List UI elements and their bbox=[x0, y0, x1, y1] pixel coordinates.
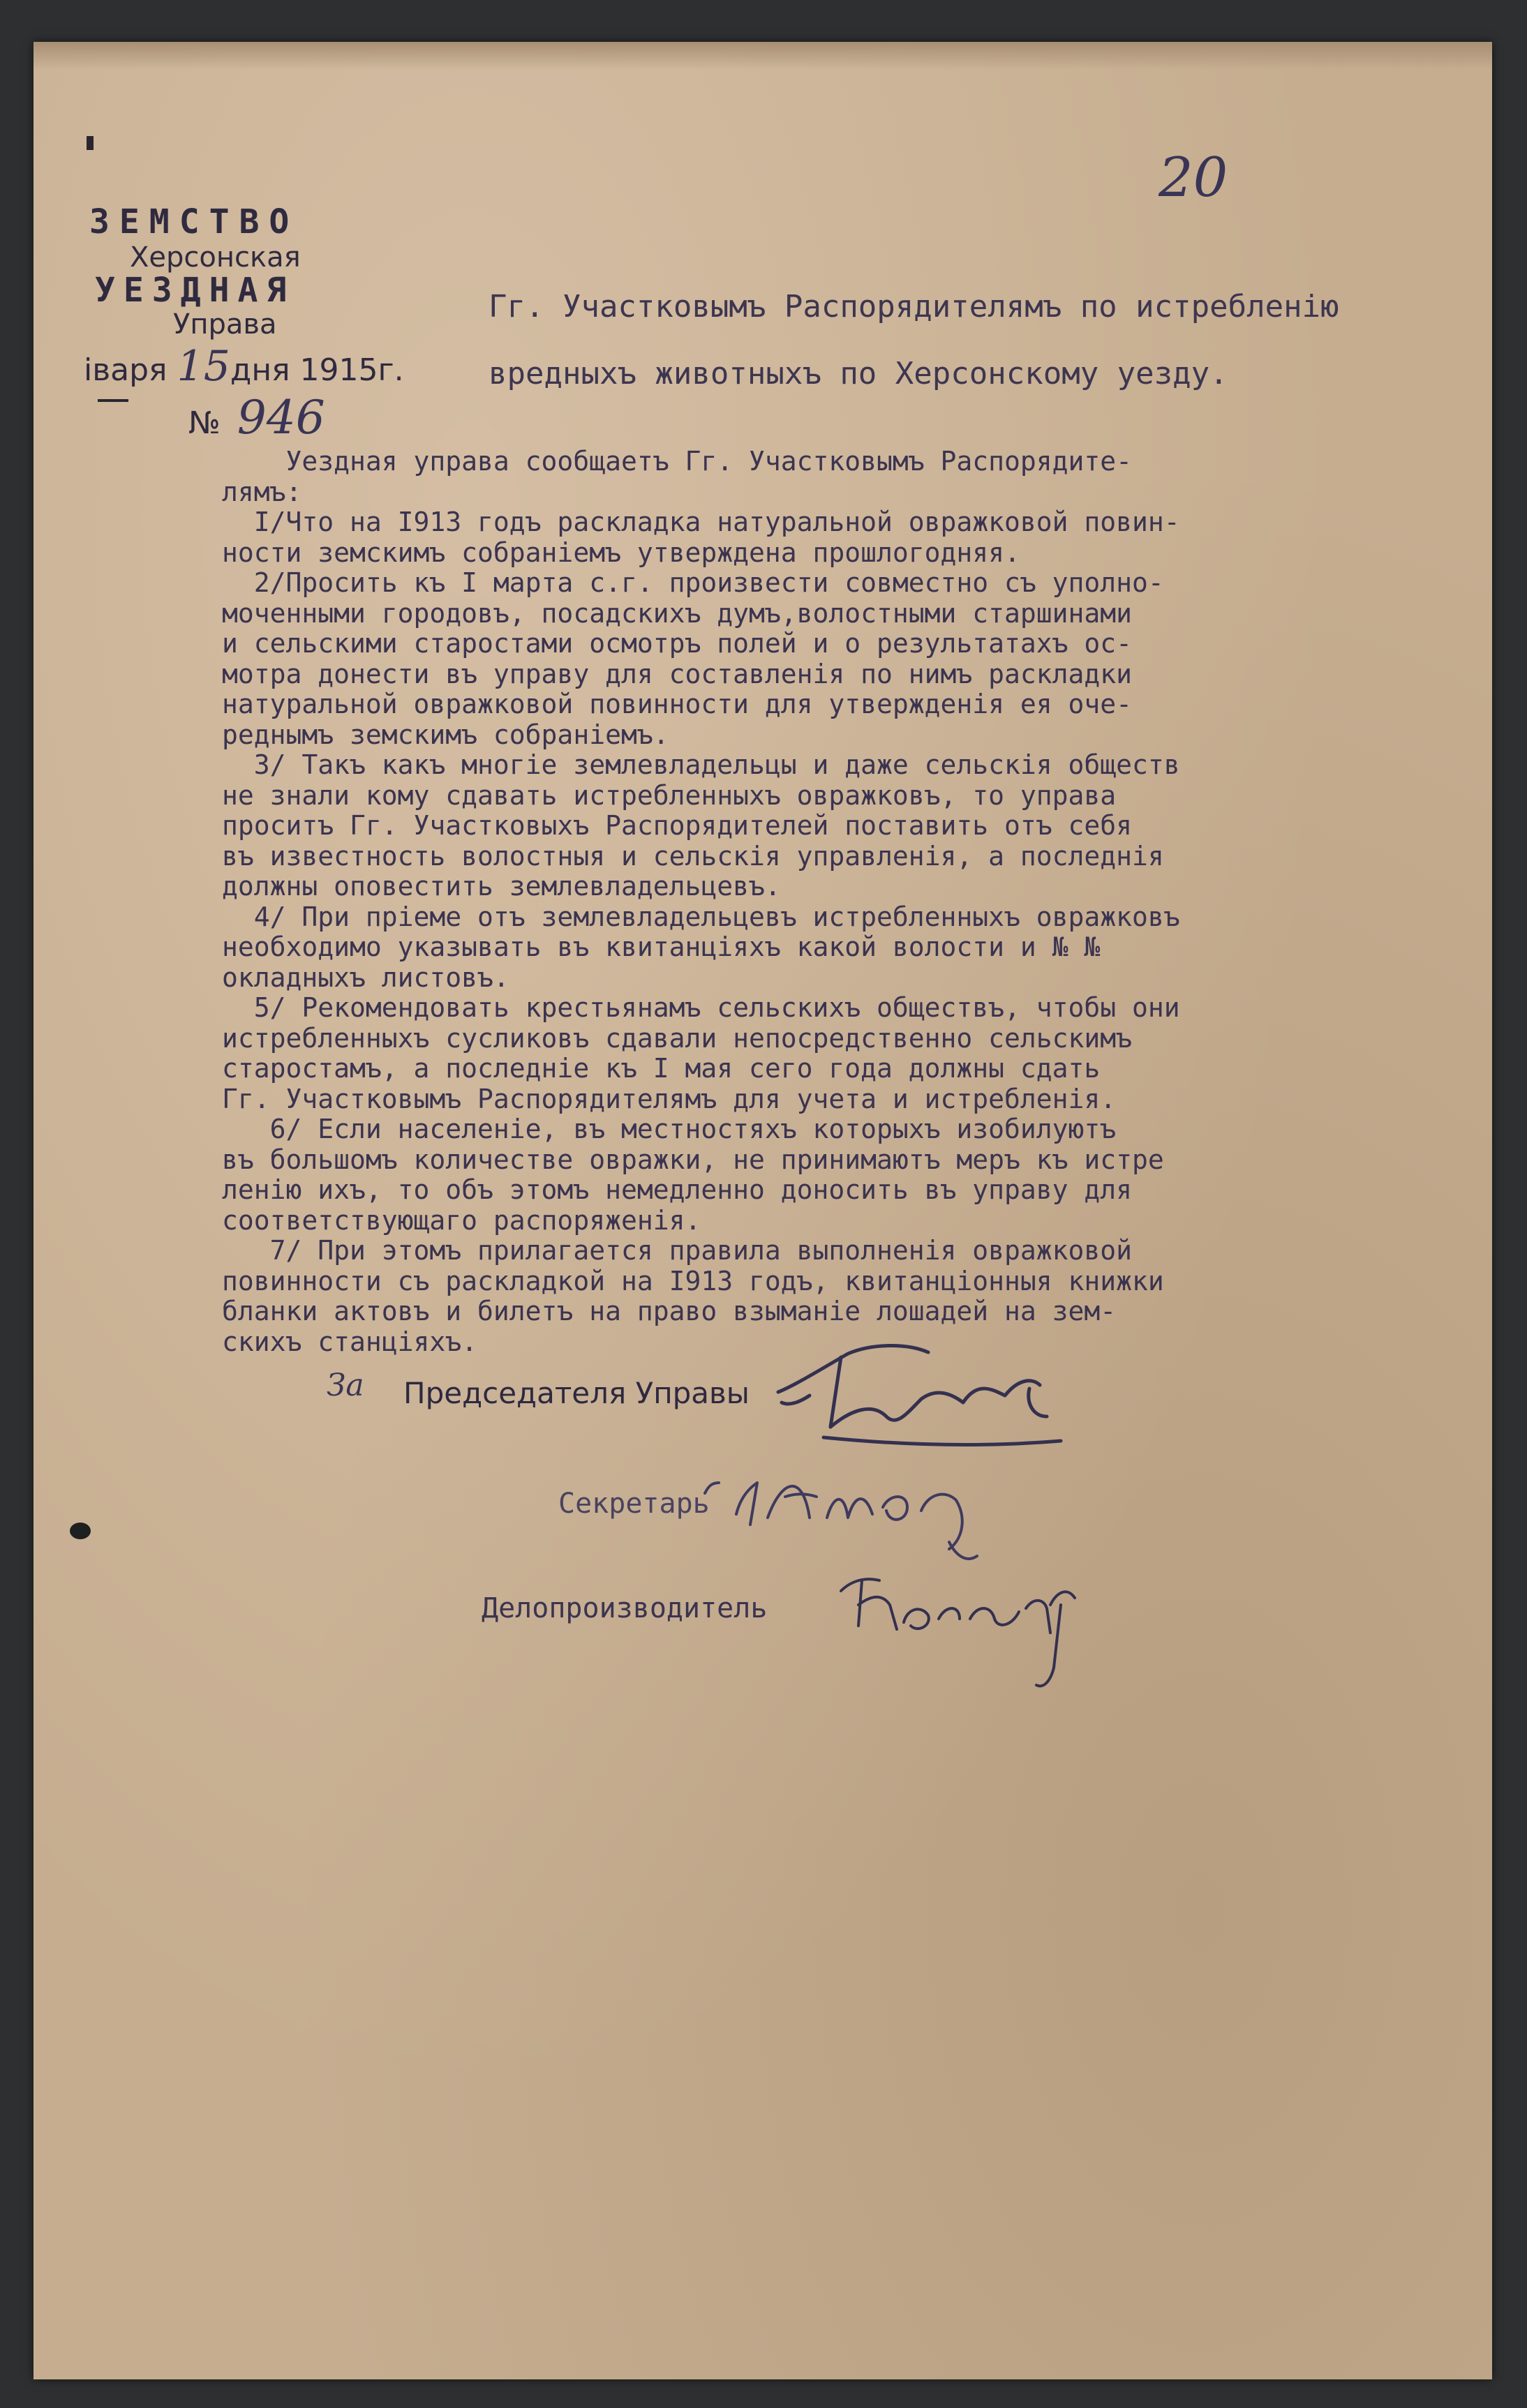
date-day: 15 bbox=[177, 342, 230, 391]
body-line: ности земскимъ собраніемъ утверждена прошлогодняя. bbox=[222, 537, 1020, 568]
body-line: въ известность волостныя и сельскія управленія, а последнія bbox=[222, 840, 1164, 872]
body-line: и сельскими старостами осмотръ полей и о результатахъ ос- bbox=[222, 628, 1133, 659]
body-line: окладныхъ листовъ. bbox=[222, 962, 509, 993]
body-line: 3/ Такъ какъ многіе землевладельцы и даже сельскія обществ bbox=[222, 749, 1180, 780]
letter-body bbox=[222, 447, 1339, 1357]
date-suffix: дня 1915г. bbox=[230, 352, 404, 388]
body-line: моченными городовъ, посадскихъ думъ,волостными старшинами bbox=[222, 597, 1133, 629]
body-line: соответствующаго распоряженія. bbox=[222, 1204, 701, 1236]
body-line: проситъ Гг. Участковыхъ Распорядителей поставить отъ себя bbox=[222, 810, 1133, 841]
body-line: бланки актовъ и билетъ на право взыманіе лошадей на зем- bbox=[222, 1296, 1117, 1326]
body-line: скихъ станціяхъ. bbox=[222, 1326, 478, 1357]
body-line: реднымъ земскимъ собраніемъ. bbox=[222, 719, 669, 750]
body-line: не знали кому сдавать истребленныхъ овражковъ, то управа bbox=[222, 779, 1117, 811]
body-line: необходимо указывать въ квитанціяхъ какой волости и № № bbox=[222, 932, 1101, 962]
stamp-line-2: Херсонская bbox=[130, 241, 301, 274]
body-line: Гг. Участковымъ Распорядителямъ для учета и истребленія. bbox=[222, 1083, 1117, 1114]
body-line: I/Что на I913 годъ раскладка натуральной овражковой повин- bbox=[222, 507, 1180, 537]
addressee bbox=[489, 274, 1339, 407]
body-line: ленію ихъ, то объ этомъ немедленно доносить въ управу для bbox=[222, 1174, 1133, 1205]
stamp-line-4: Управа bbox=[173, 308, 277, 341]
addressee-line: Гг. Участковымъ Распорядителямъ по истребленію bbox=[489, 289, 1339, 324]
body-line: 5/ Рекомендовать крестьянамъ сельскихъ обществъ, чтобы они bbox=[222, 992, 1180, 1023]
number-value: 946 bbox=[237, 391, 325, 444]
body-line: 6/ Если населеніе, въ местностяхъ которыхъ изобилуютъ bbox=[222, 1114, 1117, 1144]
body-line: 4/ При пріеме отъ землевладельцевъ истребленныхъ овражковъ bbox=[222, 901, 1180, 932]
date-prefix: іваря bbox=[84, 352, 167, 388]
body-line: лямъ: bbox=[222, 476, 302, 507]
body-line: натуральной овражковой повинности для утвержденія ея оче- bbox=[222, 689, 1133, 719]
addressee-line: вредныхъ животныхъ по Херсонскому уезду. bbox=[489, 356, 1228, 391]
body-line: Уездная управа сообщаетъ Гг. Участковымъ Распорядите- bbox=[222, 446, 1133, 477]
chairman-label: Председателя Управы bbox=[403, 1376, 750, 1410]
stamp-line-3: УЕЗДНАЯ bbox=[95, 271, 295, 310]
folio-number: 20 bbox=[1159, 147, 1228, 209]
punch-hole-top bbox=[70, 1523, 91, 1539]
paper-edge bbox=[33, 42, 1492, 70]
body-line: 2/Просить къ I марта с.г. произвести совместно съ уполно- bbox=[222, 567, 1164, 598]
stamp-line-1: ЗЕМСТВО bbox=[89, 202, 299, 241]
document-date bbox=[84, 342, 404, 391]
body-line: въ большомъ количестве овражки, не принимаютъ меръ къ истре bbox=[222, 1144, 1164, 1175]
body-line: старостамъ, а последніе къ I мая сего года должны сдать bbox=[222, 1053, 1101, 1084]
margin-tick bbox=[87, 136, 94, 150]
body-line: 7/ При этомъ прилагается правила выполненія овражковой bbox=[222, 1235, 1133, 1266]
secretary-label: Секретарь bbox=[558, 1488, 710, 1520]
chairman-prefix: За bbox=[327, 1368, 364, 1403]
document-number bbox=[188, 391, 325, 444]
number-label: № bbox=[188, 405, 221, 441]
body-line: истребленныхъ сусликовъ сдавали непосредственно сельскимъ bbox=[222, 1022, 1133, 1054]
clerk-label: Делопроизводитель bbox=[482, 1592, 768, 1624]
body-line: мотра донести въ управу для составленія по нимъ раскладки bbox=[222, 658, 1133, 689]
margin-tick bbox=[98, 399, 128, 402]
body-line: должны оповестить землевладельцевъ. bbox=[222, 871, 781, 902]
body-line: повинности съ раскладкой на I913 годъ, квитанціонныя книжки bbox=[222, 1265, 1164, 1296]
